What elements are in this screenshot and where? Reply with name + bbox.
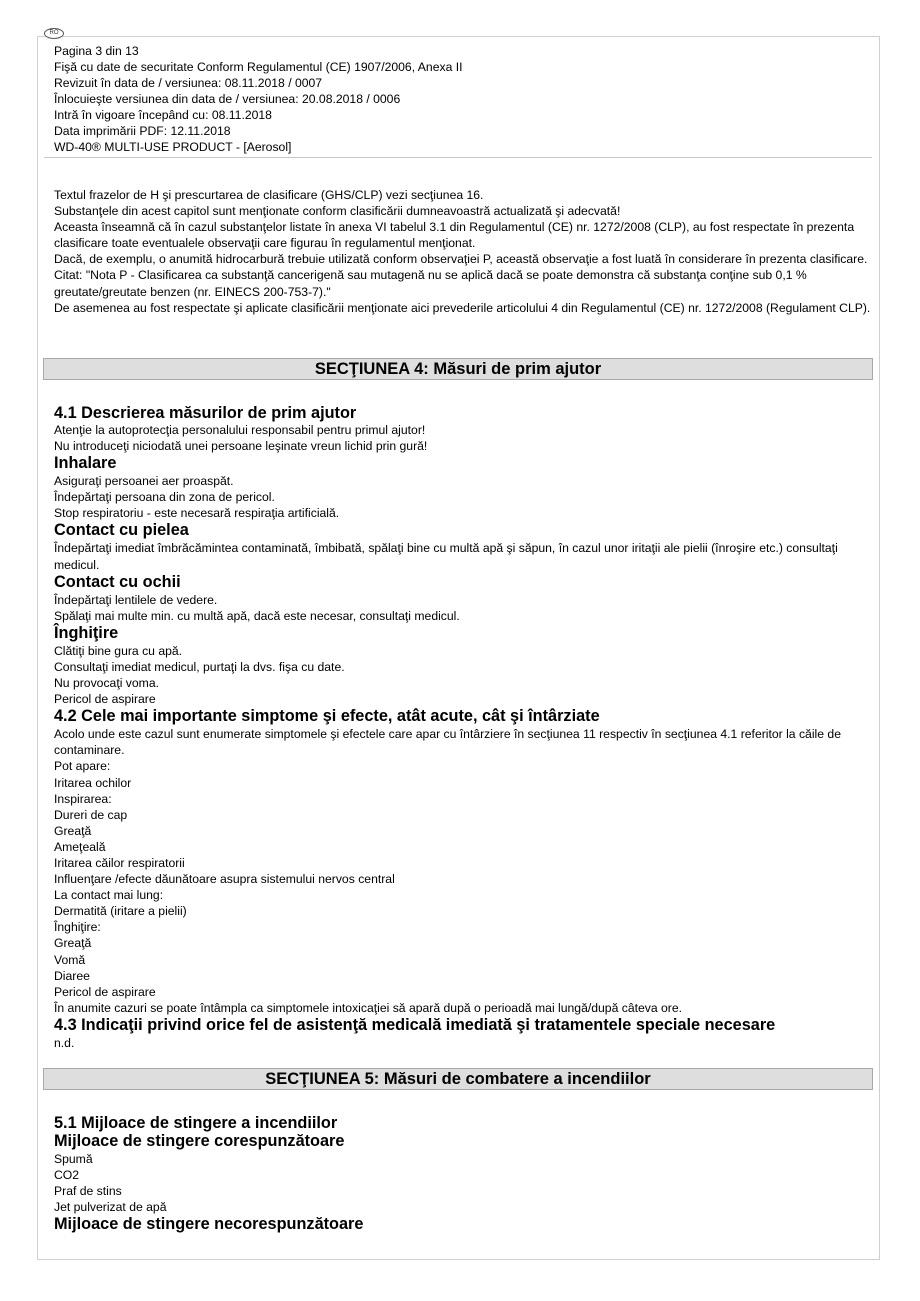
text-line: Îndepărtaţi imediat îmbrăcămintea contaminată, îmbibată, spălaţi bine cu multă apă şi săpun, în cazul unor iritaţii ale pielii (înroşire etc.) consultaţi medicul. [54, 541, 838, 572]
intro-paragraph: Textul frazelor de H şi prescurtarea de clasificare (GHS/CLP) vezi secţiunea 16. [54, 188, 484, 202]
heading-5-1: 5.1 Mijloace de stingere a incendiilor [54, 1114, 338, 1132]
text-line: Greaţă [54, 936, 92, 951]
header-replaces-version: Înlocuieşte versiunea din data de / versiunea: 20.08.2018 / 0006 [54, 92, 401, 106]
text-line: CO2 [54, 1168, 80, 1183]
text-line: Îndepărtaţi persoana din zona de pericol. [54, 490, 275, 505]
header-product-name: WD-40® MULTI-USE PRODUCT - [Aerosol] [54, 140, 292, 154]
text-line: Diaree [54, 968, 90, 983]
text-line: În anumite cazuri se poate întâmpla ca simptomele intoxicaţiei să apară după o perioadă mai lungă/după câteva ore. [54, 1000, 683, 1015]
heading-inhalation: Inhalare [54, 454, 117, 473]
heading-4-3: 4.3 Indicaţii privind orice fel de asistenţă medicală imediată şi tratamentele speciale necesare [54, 1015, 776, 1034]
section-4-content [54, 404, 872, 1051]
text-line: Înghiţire: [54, 920, 101, 935]
text-line: Atenţie la autoprotecţia personalului responsabil pentru primul ajutor! [54, 423, 426, 437]
section-5-title: SECŢIUNEA 5: Măsuri de combatere a incendiilor [43, 1068, 873, 1090]
section-4-title: SECŢIUNEA 4: Măsuri de prim ajutor [43, 358, 873, 380]
text-line: Inspirarea: [54, 791, 112, 806]
header-effective-date: Intră în vigoare începând cu: 08.11.2018 [54, 108, 272, 122]
heading-4-2: 4.2 Cele mai importante simptome şi efecte, atât acute, cât şi întârziate [54, 707, 600, 726]
text-line: Pot apare: [54, 759, 111, 774]
text-line: Influenţare /efecte dăunătoare asupra sistemului nervos central [54, 872, 395, 887]
text-line: Spumă [54, 1152, 93, 1166]
text-line: n.d. [54, 1035, 75, 1050]
heading-ingestion: Înghiţire [54, 623, 119, 642]
header-document-type: Fişă cu date de securitate Conform Regulamentul (CE) 1907/2006, Anexa II [54, 60, 463, 74]
text-line: Iritarea căilor respiratorii [54, 855, 185, 870]
header-page-number: Pagina 3 din 13 [54, 44, 139, 58]
text-line: Pericol de aspirare [54, 984, 156, 999]
intro-paragraph: Citat: "Nota P - Clasificarea ca substanţă cancerigenă sau mutagenă nu se aplică dacă se poate demonstra că substanţa conţine sub 0,1 % greutate/greutate benzen (nr. EINECS 200-753-7)." [54, 268, 807, 299]
heading-skin-contact: Contact cu pielea [54, 521, 189, 540]
text-line: Greaţă [54, 823, 92, 838]
text-line: Nu provocaţi voma. [54, 676, 159, 691]
text-line: Asiguraţi persoanei aer proaspăt. [54, 474, 234, 489]
text-line: Jet pulverizat de apă [54, 1200, 167, 1215]
heading-suitable-media: Mijloace de stingere corespunzătoare [54, 1132, 345, 1150]
text-line: Iritarea ochilor [54, 775, 132, 790]
text-line: La contact mai lung: [54, 888, 164, 903]
text-line: Consultaţi imediat medicul, purtaţi la dvs. fişa cu date. [54, 659, 345, 674]
header-print-date: Data imprimării PDF: 12.11.2018 [54, 124, 231, 138]
text-line: Stop respiratoriu - este necesară respiraţia artificială. [54, 506, 340, 521]
text-line: Vomă [54, 952, 86, 967]
text-line: Clătiţi bine gura cu apă. [54, 643, 183, 658]
text-line: Ameţeală [54, 839, 106, 854]
intro-paragraph: Dacă, de exemplu, o anumită hidrocarbură trebuie utilizată conform observaţiei P, această observaţie a fost luată în considerare în prezenta clasificare. [54, 252, 868, 267]
text-line: Spălaţi mai multe min. cu multă apă, dacă este necesar, consultaţi medicul. [54, 608, 460, 623]
header-revision: Revizuit în data de / versiunea: 08.11.2018 / 0007 [54, 76, 323, 90]
text-line: Dermatită (iritare a pielii) [54, 904, 187, 919]
intro-text [54, 187, 872, 316]
intro-paragraph: Aceasta înseamnă că în cazul substanţelor listate în anexa VI tabelul 3.1 din Regulamentul (CE) nr. 1272/2008 (CLP), au fost respectate în prezenta clasificare toate eventualele observaţii care figurau în regulamentul menţionat. [54, 220, 855, 251]
header-divider [44, 157, 872, 158]
heading-eye-contact: Contact cu ochii [54, 572, 181, 591]
text-line: Nu introduceţi niciodată unei persoane leşinate vreun lichid prin gură! [54, 439, 428, 454]
intro-paragraph: Substanţele din acest capitol sunt menţionate conform clasificării dumneavoastră actualizată şi adecvată! [54, 204, 621, 219]
heading-unsuitable-media: Mijloace de stingere necorespunzătoare [54, 1215, 364, 1234]
text-line: Pericol de aspirare [54, 692, 156, 707]
text-line: Acolo unde este cazul sunt enumerate simptomele şi efectele care apar cu întârziere în secţiunea 11 respectiv în secţiunea 4.1 referitor la căile de contaminare. [54, 727, 841, 758]
text-line: Praf de stins [54, 1184, 122, 1199]
text-line: Îndepărtaţi lentilele de vedere. [54, 592, 218, 607]
section-5-content [54, 1114, 872, 1234]
intro-paragraph: De asemenea au fost respectate şi aplicate clasificării menţionate aici prevederile articolului 4 din Regulamentul (CE) nr. 1272/2008 (Regulament CLP). [54, 300, 871, 315]
text-line: Dureri de cap [54, 807, 128, 822]
document-header [54, 43, 872, 155]
heading-4-1: 4.1 Descrierea măsurilor de prim ajutor [54, 404, 357, 422]
language-badge: RO [44, 28, 64, 39]
